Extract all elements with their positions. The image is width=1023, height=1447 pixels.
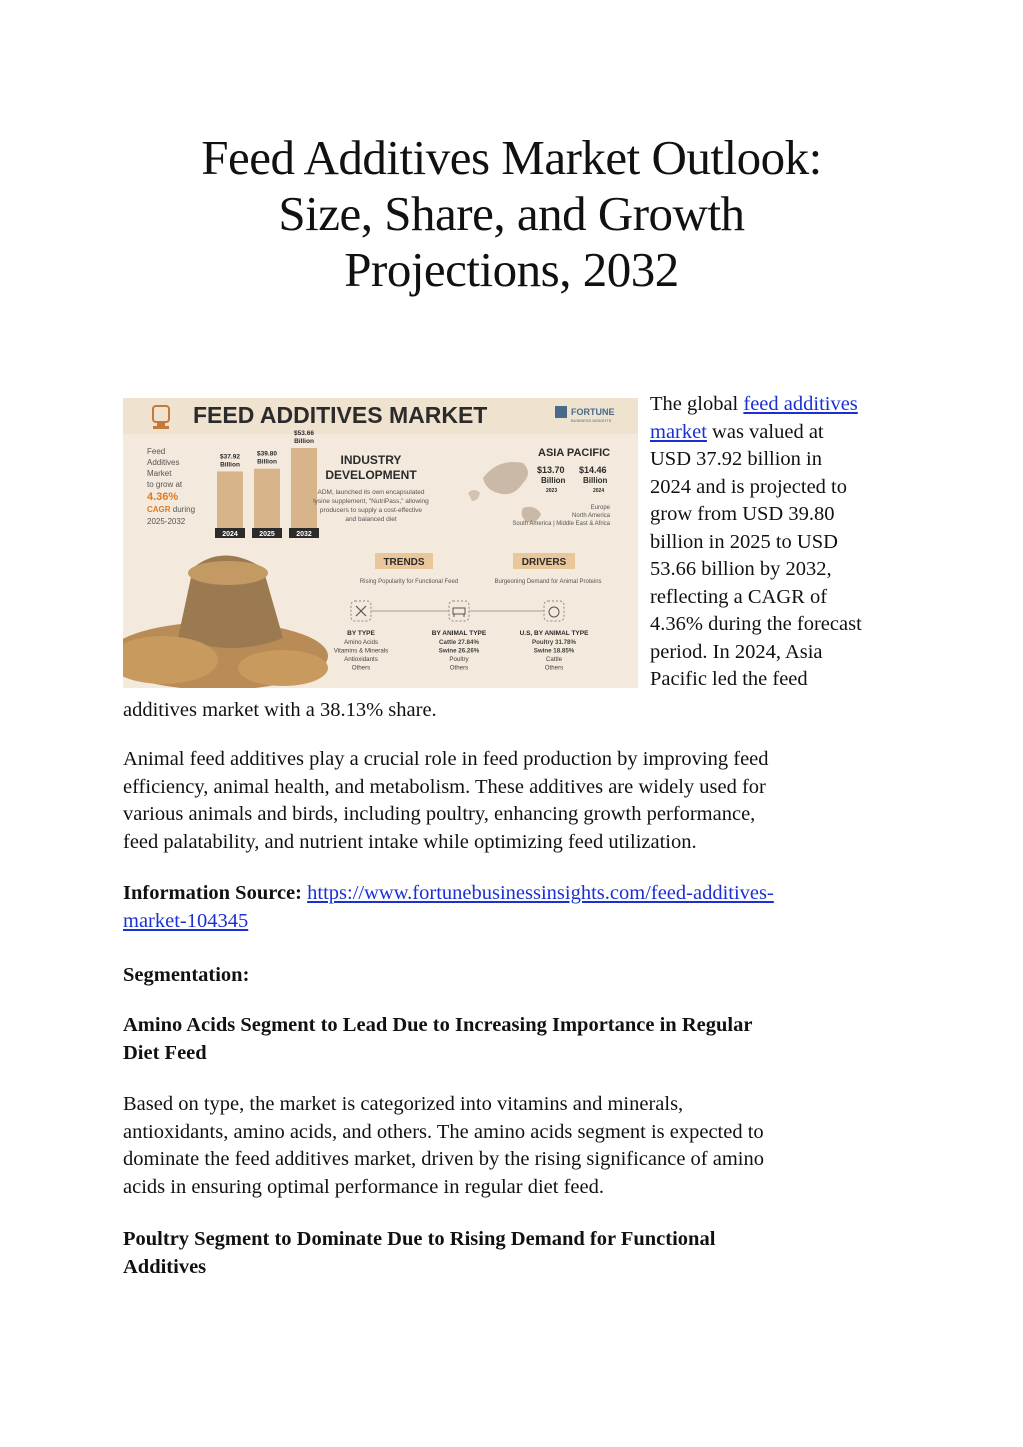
- trends-label: TRENDS: [383, 557, 425, 568]
- growth-line-1: Feed: [147, 447, 166, 456]
- feed-additives-role-paragraph: [123, 746, 903, 856]
- bar-unit-label-2024: Billion: [220, 461, 240, 469]
- segment-1-item-1: Swine 26.26%: [438, 647, 480, 655]
- para3-line-1: Based on type, the market is categorized into vitamins and minerals,: [123, 1093, 684, 1115]
- intro-line-10: period. In 2024, Asia: [650, 640, 823, 663]
- segment-1-item-2: Poultry: [449, 656, 469, 663]
- intro-text-start: The global: [650, 393, 744, 415]
- title-line-1: Feed Additives Market Outlook:: [201, 130, 822, 185]
- segment-1-item-0: Cattle 27.84%: [439, 639, 479, 646]
- industry-title-1: INDUSTRY: [340, 453, 402, 467]
- segment-0-item-2: Antioxidants: [344, 656, 378, 663]
- region-2024-year: 2024: [593, 488, 605, 494]
- source-line-1: [123, 880, 903, 908]
- other-region-south-america-mea: South America | Middle East & Africa: [512, 521, 610, 527]
- segment-title-2: U.S, BY ANIMAL TYPE: [519, 630, 589, 637]
- feed-additives-market-link-cont[interactable]: market: [650, 420, 707, 443]
- other-region-north-america: North America: [571, 513, 610, 519]
- amino-acids-heading: [123, 1012, 903, 1067]
- source-line-2: [123, 908, 903, 936]
- drivers-text: Burgeoning Demand for Animal Proteins: [494, 579, 602, 585]
- region-2024-unit: Billion: [583, 476, 608, 485]
- bar-value-label-2025: $39.80: [257, 450, 277, 458]
- amino-heading-line-1: Amino Acids Segment to Lead Due to Increasing Importance in Regular: [123, 1014, 753, 1036]
- bar-value-label-2032: $53.66: [294, 430, 314, 437]
- cagr-label: CAGR during: [147, 505, 196, 514]
- type-segment-icon: [351, 601, 371, 621]
- intro-line-4: 2024 and is projected to: [650, 475, 847, 498]
- type-segmentation-paragraph: [123, 1091, 903, 1201]
- segmentation-heading: Segmentation:: [123, 964, 250, 986]
- cow-icon: [449, 601, 469, 621]
- bar-value-label-2024: $37.92: [220, 453, 240, 461]
- intro-paragraph-tail: additives market with a 38.13% share.: [123, 699, 437, 721]
- intro-line-2: [650, 419, 905, 447]
- bar-year-label-2024: 2024: [222, 531, 238, 538]
- source-label: Information Source:: [123, 882, 302, 904]
- intro-line-3: USD 37.92 billion in: [650, 448, 822, 470]
- segment-1-item-3: Others: [449, 664, 469, 672]
- para3-line-2: antioxidants, amino acids, and others. The amino acids segment is expected to: [123, 1120, 764, 1143]
- segment-title-0: BY TYPE: [347, 630, 375, 637]
- bar-unit-label-2032: Billion: [294, 438, 314, 445]
- bar-year-label-2032: 2032: [296, 531, 312, 538]
- industry-text-1: ADM, launched its own encapsulated: [317, 489, 425, 496]
- region-2023-unit: Billion: [541, 476, 566, 485]
- bar-2032: [291, 448, 317, 528]
- industry-text-3: producers to supply a cost-effective: [319, 507, 423, 514]
- para2-line-4: feed palatability, and nutrient intake while optimizing feed utilization.: [123, 830, 697, 853]
- para3-line-4: acids in ensuring optimal performance in regular diet feed.: [123, 1175, 604, 1198]
- para3-line-3: dominate the feed additives market, driven by the rising significance of amino: [123, 1148, 764, 1170]
- page-title: [100, 130, 923, 298]
- para2-line-1: Animal feed additives play a crucial role in feed production by improving feed: [123, 748, 769, 770]
- chicken-icon: [544, 601, 564, 621]
- intro-line-7: 53.66 billion by 2032,: [650, 558, 832, 580]
- feed-additives-infographic: [123, 398, 638, 688]
- bar-2024: [217, 471, 243, 528]
- intro-line-11: Pacific led the feed: [650, 668, 808, 690]
- bar-2025: [254, 469, 280, 528]
- growth-line-4: to grow at: [147, 480, 183, 489]
- industry-text-2: lysine supplement, "NutriPass," allowing: [313, 498, 429, 505]
- drivers-label: DRIVERS: [521, 557, 567, 568]
- cagr-period: 2025-2032: [147, 517, 186, 526]
- infographic-heading: FEED ADDITIVES MARKET: [193, 402, 488, 428]
- para2-line-3: various animals and birds, including poultry, enhancing growth performance,: [123, 803, 756, 825]
- segment-2-item-0: Poultry 31.78%: [531, 639, 577, 646]
- source-url-link[interactable]: https://www.fortunebusinessinsights.com/feed-additives-: [307, 882, 774, 904]
- fortune-logo-text: FORTUNE: [571, 407, 615, 417]
- poultry-heading: [123, 1226, 903, 1281]
- poultry-heading-line-2: Additives: [123, 1255, 207, 1278]
- amino-heading-line-2: Diet Feed: [123, 1041, 207, 1064]
- source-url-link-cont[interactable]: market-104345: [123, 909, 249, 932]
- intro-line-8: reflecting a CAGR of: [650, 585, 828, 608]
- growth-line-3: Market: [147, 469, 172, 478]
- title-line-3: Projections, 2032: [344, 242, 679, 297]
- title-line-2: Size, Share, and Growth: [278, 186, 745, 241]
- feed-additives-market-link[interactable]: feed additives: [743, 393, 858, 415]
- region-2023-year: 2023: [546, 488, 558, 494]
- region-2024-value: $14.46: [579, 465, 607, 475]
- cagr-value: 4.36%: [147, 491, 179, 503]
- intro-line-6: billion in 2025 to USD: [650, 530, 838, 553]
- intro-line-5: grow from USD 39.80: [650, 503, 835, 525]
- bar-unit-label-2025: Billion: [257, 458, 277, 466]
- trends-text: Rising Popularity for Functional Feed: [359, 579, 459, 585]
- segment-2-item-3: Others: [544, 664, 564, 672]
- poultry-heading-line-1: Poultry Segment to Dominate Due to Rising Demand for Functional: [123, 1228, 716, 1250]
- segment-0-item-1: Vitamins & Minerals: [333, 647, 389, 655]
- intro-paragraph-side: [650, 391, 905, 694]
- segment-title-1: BY ANIMAL TYPE: [431, 630, 487, 637]
- industry-title-2: DEVELOPMENT: [325, 468, 417, 482]
- region-title: ASIA PACIFIC: [538, 447, 611, 459]
- segment-2-item-2: Cattle: [545, 656, 563, 663]
- para2-line-2: efficiency, animal health, and metabolism. These additives are widely used for: [123, 775, 766, 798]
- segment-2-item-1: Swine 18.85%: [533, 647, 575, 655]
- intro-text-2: was valued at: [712, 420, 824, 443]
- infographic-svg: [123, 398, 638, 688]
- segment-0-item-0: Amino Acids: [343, 639, 379, 646]
- growth-line-2: Additives: [147, 458, 180, 467]
- fortune-logo-subtext: BUSINESS INSIGHTS: [571, 418, 612, 423]
- other-region-europe: Europe: [590, 505, 610, 511]
- bar-year-label-2025: 2025: [259, 531, 275, 538]
- information-source: [123, 880, 903, 935]
- intro-line-9: 4.36% during the forecast: [650, 613, 862, 635]
- segment-0-item-3: Others: [351, 664, 371, 672]
- intro-line-1: [650, 391, 905, 419]
- region-2023-value: $13.70: [537, 465, 565, 475]
- industry-text-4: and balanced diet: [345, 516, 397, 523]
